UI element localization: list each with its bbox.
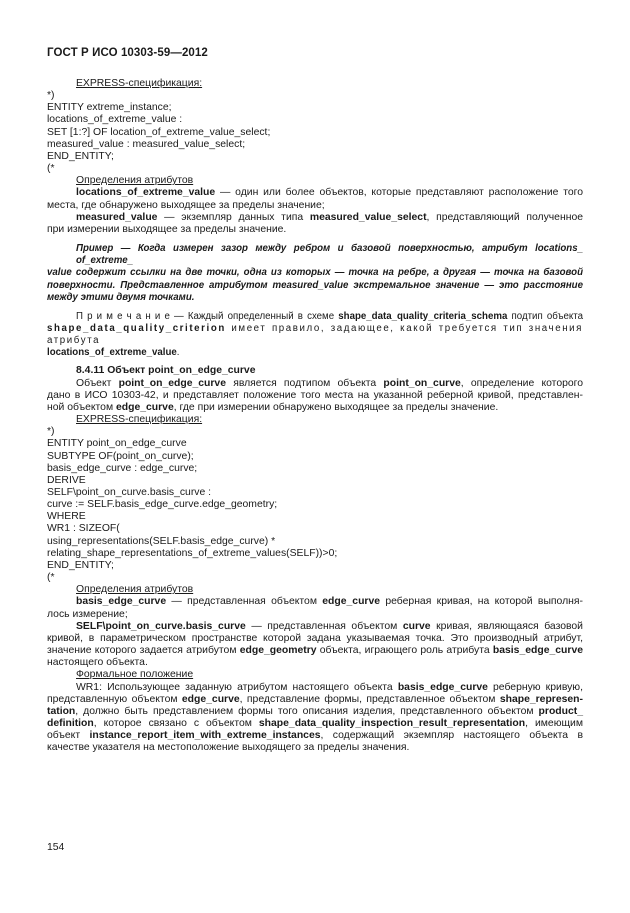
example-line: value содержит ссылки на две точки, одна из которых — точка на ребре, а другая — точка на базовой [47,267,583,279]
example-block [47,243,583,304]
attribute-definition-cont: настоящего объекта. [47,657,148,669]
note-line: locations_of_extreme_value. [47,347,180,359]
section-paragraph-line: ной объектом edge_curve, где при измерении обнаружено выходящее за пределы значение. [47,401,499,413]
express-code-block-1 [47,90,583,175]
example-line: между этими двумя точками. [47,291,195,303]
code-line: SELF\point_on_curve.basis_curve : [47,487,212,498]
code-line: WHERE [47,511,86,523]
express-spec-label: EXPRESS-спецификация: [76,414,203,426]
attribute-definition-cont: лось измерение; [47,608,128,620]
code-line: (* [47,572,55,584]
code-line: END_ENTITY; [47,559,114,571]
attribute-definition-cont: при измерении выходящее за пределы значение. [47,223,287,235]
code-line: using_representations(SELF.basis_edge_curve) * [47,535,276,547]
code-line: ENTITY extreme_instance; [47,102,172,114]
section-paragraph-line: Объект point_on_edge_curve является подтипом объекта point_on_curve, определение которого [76,377,583,389]
code-line: (* [47,163,55,175]
attribute-definition: measured_value — экземпляр данных типа measured_value_select, представляющий полученное [76,211,583,223]
formal-line: definition, которое связано с объектом shape_data_quality_inspection_result_representation, имеющим [47,717,583,729]
code-line: WR1 : SIZEOF( [47,523,120,535]
page-number: 154 [47,842,65,853]
note-block [47,311,583,360]
note-line: shape_data_quality_criterion имеет правило, задающее, какой требуется тип значения атрибута [47,322,583,347]
note-line: П р и м е ч а н и е — Каждый определенный в схеме shape_data_quality_criteria_schema подтип объекта [76,310,583,322]
example-line: Пример — Когда измерен зазор между ребром и базовой поверхностью, атрибут locations_ of_extreme_ [76,243,583,267]
code-line: curve := SELF.basis_edge_curve.edge_geometry; [47,499,278,511]
code-line: locations_of_extreme_value : [47,114,183,126]
code-line: basis_edge_curve : edge_curve; [47,462,198,474]
formal-line: качестве указателя на местоположение выходящего за пределы значения. [47,742,410,754]
code-line: SUBTYPE OF(point_on_curve); [47,450,194,462]
formal-proposition-label: Формальное положение [76,669,194,681]
formal-line: WR1: Использующее заданную атрибутом настоящего объекта basis_edge_curve реберную кривую, [76,681,583,693]
code-line: relating_shape_representations_of_extreme_values(SELF))>0; [47,547,338,559]
code-line: DERIVE [47,474,86,486]
code-line: measured_value : measured_value_select; [47,138,246,150]
code-line: END_ENTITY; [47,150,114,162]
code-line: *) [47,90,55,102]
express-code-block-2 [47,426,583,584]
page-content [47,78,583,754]
code-line: *) [47,426,55,438]
section-title: 8.4.11 Объект point_on_edge_curve [76,365,256,377]
attribute-definition-cont: места, где обнаружено выходящее за пределы значение; [47,199,325,211]
formal-line: tation, должно быть представлением формы того описания изделия, представленного объектом product_ [47,705,583,717]
example-line: поверхности. Представленное атрибутом measured_value экстремальное значение — это расстояние [47,279,583,291]
code-line: SET [1:?] OF location_of_extreme_value_select; [47,126,271,138]
document-header: ГОСТ Р ИСО 10303-59—2012 [47,47,208,59]
formal-line: представленную объектом edge_curve, представление формы, представленное объектом shape_represen- [47,693,583,705]
formal-line: объект instance_report_item_with_extreme_instances, содержащий экземпляр настоящего объекта в [47,730,583,742]
attribute-definitions-label: Определения атрибутов [76,175,194,187]
code-line: ENTITY point_on_edge_curve [47,438,187,450]
attribute-definition-cont: кривой, в параметрическом пространстве которой задана указываемая точка. Это производный атрибут, [47,632,583,644]
attribute-definitions-label: Определения атрибутов [76,584,194,596]
attribute-definition-cont: значение которого задается атрибутом edge_geometry объекта, играющего роль атрибута basis_edge_curve [47,645,583,657]
attribute-definition: locations_of_extreme_value — один или более объектов, которые представляют расположение того [76,187,583,199]
attribute-definition: SELF\point_on_curve.basis_curve — представленная объектом curve кривая, являющаяся базовой [76,620,583,632]
section-paragraph-line: дано в ИСО 10303-42, и представляет положение того места на указанной реберной кривой, представлен- [47,389,583,401]
attribute-definition: basis_edge_curve — представленная объектом edge_curve реберная кривая, на которой выполня- [76,596,583,608]
express-spec-label: EXPRESS-спецификация: [76,78,203,89]
